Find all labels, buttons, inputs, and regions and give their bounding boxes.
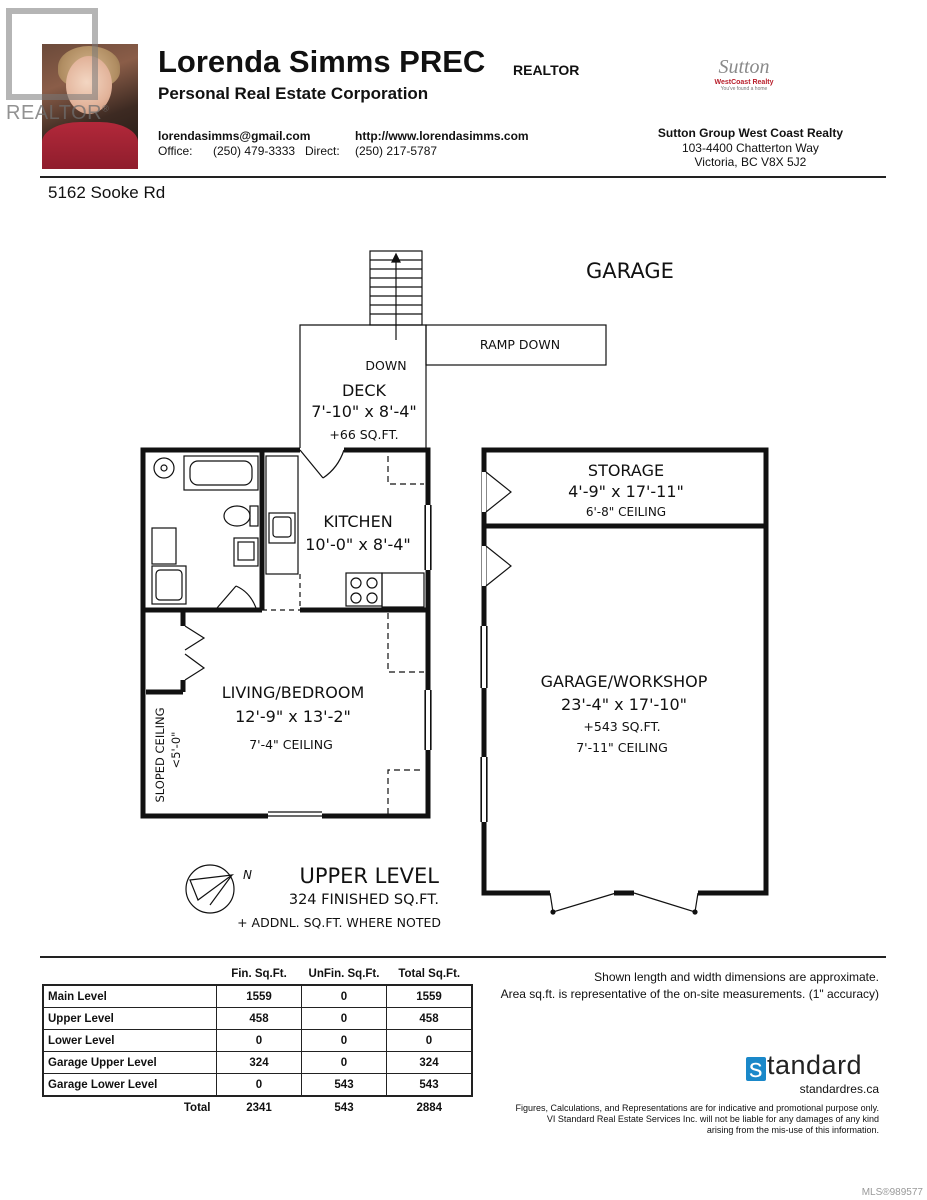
table-row bbox=[43, 1030, 472, 1052]
agent-corporation: Personal Real Estate Corporation bbox=[158, 84, 429, 103]
table-header: Fin. Sq.Ft. bbox=[231, 968, 287, 980]
workshop-area: +543 SQ.FT. bbox=[583, 719, 661, 734]
cabin-walls bbox=[143, 450, 428, 816]
compass-icon bbox=[186, 865, 234, 913]
table-row bbox=[43, 1052, 472, 1074]
fine-print bbox=[515, 1103, 879, 1136]
table-row bbox=[43, 985, 472, 1008]
fine-print-line: VI Standard Real Estate Services Inc. will not be liable for any damages of any kind bbox=[546, 1114, 879, 1124]
table-cell: Main Level bbox=[43, 985, 217, 1008]
sutton-logo-sub: WestCoast Realty bbox=[714, 79, 774, 86]
storage-dims: 4'-9" x 17'-11" bbox=[568, 482, 684, 501]
agent-email[interactable]: lorendasimms@gmail.com bbox=[158, 129, 311, 143]
storage-ceiling: 6'-8" CEILING bbox=[585, 505, 667, 519]
living-name: LIVING/BEDROOM bbox=[221, 683, 365, 702]
workshop-dims: 23'-4" x 17'-10" bbox=[561, 695, 687, 714]
table-header: Total Sq.Ft. bbox=[398, 968, 461, 980]
stairs bbox=[370, 251, 422, 340]
down-label: DOWN bbox=[365, 358, 407, 373]
footer-divider bbox=[40, 956, 886, 958]
closet-doors bbox=[185, 626, 204, 680]
total-cell: 2884 bbox=[416, 1101, 443, 1114]
property-address: 5162 Sooke Rd bbox=[48, 183, 166, 202]
table-cell: 458 bbox=[387, 1008, 473, 1030]
bath-fixtures bbox=[152, 456, 258, 604]
living-ceiling: 7'-4" CEILING bbox=[249, 737, 333, 752]
ramp-down-label: RAMP DOWN bbox=[479, 337, 561, 352]
table-cell: Upper Level bbox=[43, 1008, 217, 1030]
standard-logo-mark: s bbox=[746, 1057, 766, 1081]
table-cell: 1559 bbox=[217, 985, 302, 1008]
disclaimer-line: Shown length and width dimensions are approximate. bbox=[594, 970, 879, 984]
level-note: + ADDNL. SQ.FT. WHERE NOTED bbox=[237, 915, 441, 930]
deck-name: DECK bbox=[341, 381, 387, 400]
table-cell: Lower Level bbox=[43, 1030, 217, 1052]
table-cell: 324 bbox=[387, 1052, 473, 1074]
office-phone: (250) 479-3333 bbox=[213, 144, 296, 158]
workshop-ceiling: 7'-11" CEILING bbox=[576, 740, 668, 755]
compass-north-label: N bbox=[243, 868, 252, 882]
disclaimer-line: Area sq.ft. is representative of the on-site measurements. (1" accuracy) bbox=[500, 987, 879, 1001]
disclaimer bbox=[501, 969, 879, 1003]
table-total-row bbox=[43, 1096, 472, 1118]
brokerage-name: Sutton Group West Coast Realty bbox=[657, 126, 843, 140]
fine-print-line: Figures, Calculations, and Representations are for indicative and promotional purpose only. bbox=[515, 1103, 879, 1113]
realtor-reg-mark: ® bbox=[102, 103, 110, 114]
bath-door bbox=[217, 586, 256, 608]
table-cell: Garage Lower Level bbox=[43, 1074, 217, 1097]
area-table bbox=[42, 966, 473, 1118]
sutton-logo-text: Sutton bbox=[718, 56, 770, 78]
table-cell: 324 bbox=[217, 1052, 302, 1074]
garage-title: GARAGE bbox=[586, 259, 674, 283]
table-row bbox=[43, 1008, 472, 1030]
level-finished: 324 FINISHED SQ.FT. bbox=[288, 892, 439, 908]
sloped-ceiling-height: <5'-0" bbox=[169, 731, 183, 769]
fine-print-line: arising from the mis-use of this information. bbox=[706, 1125, 879, 1135]
living-dims: 12'-9" x 13'-2" bbox=[235, 707, 351, 726]
table-cell: 0 bbox=[302, 1052, 387, 1074]
table-cell: 543 bbox=[387, 1074, 473, 1097]
total-cell: 2341 bbox=[246, 1101, 272, 1114]
table-cell: 1559 bbox=[387, 985, 473, 1008]
level-name: UPPER LEVEL bbox=[299, 864, 439, 888]
storage-name: STORAGE bbox=[587, 461, 665, 480]
office-label: Office: bbox=[158, 144, 193, 158]
garage-openings bbox=[481, 472, 698, 914]
brokerage-city: Victoria, BC V8X 5J2 bbox=[694, 155, 807, 169]
total-label: Total bbox=[183, 1101, 211, 1114]
agent-website[interactable]: http://www.lorendasimms.com bbox=[355, 129, 529, 143]
table-cell: 458 bbox=[217, 1008, 302, 1030]
sloped-ceiling-label: SLOPED CEILING bbox=[153, 707, 167, 803]
table-header bbox=[43, 966, 217, 985]
deck-dims: 7'-10" x 8'-4" bbox=[311, 402, 417, 421]
kitchen-dims: 10'-0" x 8'-4" bbox=[305, 535, 411, 554]
agent-name: Lorenda Simms PREC bbox=[158, 44, 486, 79]
table-cell: 0 bbox=[217, 1030, 302, 1052]
table-cell: 543 bbox=[302, 1074, 387, 1097]
kitchen-name: KITCHEN bbox=[323, 512, 393, 531]
kitchen-fixtures bbox=[262, 456, 424, 814]
standard-url[interactable]: standardres.ca bbox=[799, 1082, 879, 1096]
table-cell: 0 bbox=[217, 1074, 302, 1097]
deck-area: +66 SQ.FT. bbox=[329, 427, 399, 442]
table-cell: Garage Upper Level bbox=[43, 1052, 217, 1074]
standard-logo-text: tandard bbox=[767, 1050, 863, 1080]
table-header-row bbox=[43, 966, 472, 985]
total-cell: 543 bbox=[334, 1101, 354, 1114]
brokerage-street: 103-4400 Chatterton Way bbox=[681, 140, 819, 155]
realtor-logo-text: REALTOR bbox=[6, 102, 103, 124]
direct-phone: (250) 217-5787 bbox=[355, 144, 438, 158]
deck-door bbox=[300, 450, 344, 478]
direct-label: Direct: bbox=[305, 144, 340, 158]
table-cell: 0 bbox=[302, 985, 387, 1008]
table-cell: 0 bbox=[302, 1030, 387, 1052]
mls-number: MLS®989577 bbox=[861, 1187, 923, 1198]
sutton-logo-tag: You've found a home bbox=[720, 86, 768, 92]
agent-role: REALTOR bbox=[513, 62, 580, 78]
standard-logo bbox=[746, 1050, 862, 1081]
table-header: UnFin. Sq.Ft. bbox=[308, 968, 380, 980]
table-row bbox=[43, 1074, 472, 1097]
table-cell: 0 bbox=[387, 1030, 473, 1052]
table-cell: 0 bbox=[302, 1008, 387, 1030]
workshop-name: GARAGE/WORKSHOP bbox=[540, 672, 708, 691]
